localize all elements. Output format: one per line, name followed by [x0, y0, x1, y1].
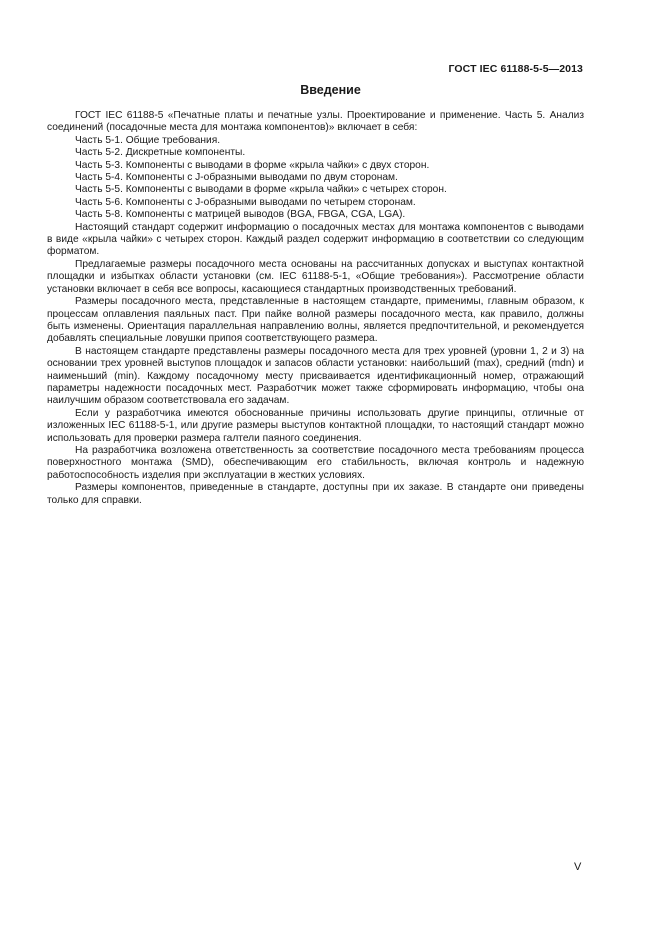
list-item: Часть 5-1. Общие требования.: [75, 134, 221, 146]
list-item: Часть 5-3. Компоненты с выводами в форме «крыла чайки» с двух сторон.: [75, 159, 430, 171]
paragraph: В настоящем стандарте представлены размеры посадочного места для трех уровней (уровни 1, 2 и 3) на основании трех уровней выступов площадок и запасов области установки: наибольший (max), средний (mdn) и наименьший (min). Каждому посадочному месту присваивается идентификационный номер, отражающий параметры надежности посадочных мест. Разработчик может также сформировать информацию, чтобы она наилучшим образом соответствовала его задачам.: [47, 345, 584, 407]
document-code: ГОСТ IEC 61188-5-5—2013: [448, 63, 583, 75]
paragraph: Размеры компонентов, приведенные в стандарте, доступны при их заказе. В стандарте они приведены только для справки.: [47, 482, 584, 506]
list-item: Часть 5-4. Компоненты с J-образными выводами по двум сторонам.: [75, 172, 398, 184]
list-item: Часть 5-2. Дискретные компоненты.: [75, 147, 246, 159]
body-text: [47, 110, 584, 507]
paragraph: Размеры посадочного места, представленные в настоящем стандарте, применимы, главным образом, к процессам оплавления паяльных паст. При пайке волной размеры посадочного места, как правило, должны быть изменены. Ориентация параллельная направлению волны, является предпочтительной, и рекомендуется добавлять специальные ловушки припоя соответствующего размера.: [47, 296, 584, 345]
list-item: Часть 5-6. Компоненты с J-образными выводами по четырем сторонам.: [75, 196, 416, 208]
paragraph: Настоящий стандарт содержит информацию о посадочных местах для монтажа компонентов с выводами в виде «крыла чайки» с четырех сторон. Каждый раздел содержит информацию в соответствии со следующим форматом.: [47, 221, 584, 258]
paragraph: На разработчика возложена ответственность за соответствие посадочного места требованиям процесса поверхностного монтажа (SMD), обеспечивающим его стабильность, включая контроль и надежную работоспособность изделия при эксплуатации в жестких условиях.: [47, 444, 584, 481]
section-title: Введение: [300, 83, 361, 97]
list-item: Часть 5-8. Компоненты с матрицей выводов (BGA, FBGA, CGA, LGA).: [75, 209, 406, 221]
paragraph: Если у разработчика имеются обоснованные причины использовать другие принципы, отличные от изложенных IEC 61188-5-1, или другие размеры выступов контактной площадки, то настоящий стандарт можно использовать для проверки размера галтели паяного соединения.: [47, 407, 584, 444]
paragraph-intro: ГОСТ IEC 61188-5 «Печатные платы и печатные узлы. Проектирование и применение. Часть 5. Анализ соединений (посадочные места для монтажа компонентов)» включает в себя:: [47, 110, 584, 134]
list-item: Часть 5-5. Компоненты с выводами в форме «крыла чайки» с четырех сторон.: [75, 184, 447, 196]
page-number: V: [574, 861, 582, 873]
paragraph: Предлагаемые размеры посадочного места основаны на рассчитанных допусках и выступах контактной площадки и избытках области установки (см. IEC 61188-5-1, «Общие требования»). Рассмотрение области установки включает в себя все вопросы, касающиеся стандартных производственных требований.: [47, 258, 584, 295]
